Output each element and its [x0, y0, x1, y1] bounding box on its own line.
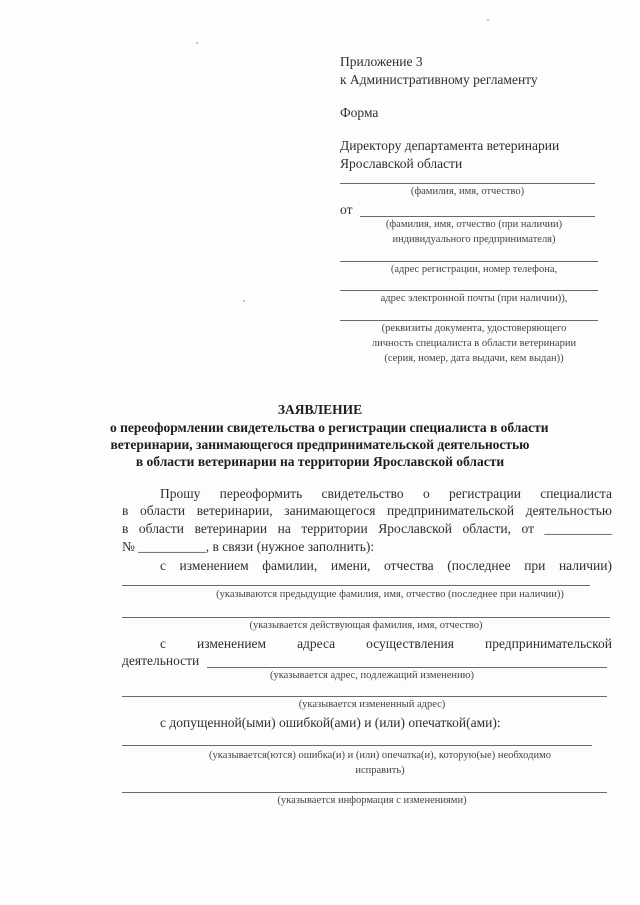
current-name-caption: (указывается действующая фамилия, имя, отчество) — [249, 620, 483, 631]
applicant-caption-1: (фамилия, имя, отчество (при наличии) — [385, 219, 563, 230]
request-line-4: № __________, в связи (нужное заполнить): — [122, 539, 375, 554]
changes-info-caption: (указывается информация с изменениями) — [277, 795, 467, 806]
fio-blank-line — [340, 183, 595, 184]
option-address-change: с изменением адреса осуществления предпринимательской — [160, 636, 612, 651]
document-caption-3: (серия, номер, дата выдачи, кем выдан)) — [384, 353, 564, 364]
addressee-line-1: Директору департамента ветеринарии — [340, 138, 560, 153]
error-blank-line — [122, 745, 592, 746]
document-caption-2: личность специалиста в области ветеринарии — [371, 338, 577, 349]
applicant-blank-line — [360, 216, 595, 217]
new-address-caption: (указывается измененный адрес) — [298, 699, 446, 710]
current-name-blank-line — [122, 617, 610, 618]
error-caption-2: исправить) — [355, 765, 405, 776]
error-caption-1: (указывается(ются) ошибка(и) и (или) опечатка(и), которую(ые) необходимо — [209, 750, 551, 761]
email-caption: адрес электронной почты (при наличии)), — [380, 293, 568, 304]
request-line-1: Прошу переоформить свидетельство о регистрации специалиста — [160, 486, 612, 501]
request-line-2: в области ветеринарии, занимающегося предпринимательской деятельностью — [122, 503, 612, 518]
statement-title-line-2: ветеринарии, занимающегося предпринимательской деятельностью — [110, 437, 530, 452]
scan-speck — [487, 19, 489, 21]
document-caption-1: (реквизиты документа, удостоверяющего — [381, 323, 567, 334]
fio-caption: (фамилия, имя, отчество) — [410, 186, 525, 197]
statement-title-line-3: в области ветеринарии на территории Ярославской области — [135, 454, 505, 469]
previous-name-caption: (указываются предыдущие фамилия, имя, отчество (последнее при наличии)) — [216, 589, 564, 600]
previous-name-blank-line — [122, 585, 590, 586]
applicant-caption-2: индивидуального предпринимателя) — [392, 234, 556, 245]
form-label: Форма — [340, 105, 379, 120]
option-name-change: с изменением фамилии, имени, отчества (последнее при наличии) — [160, 558, 612, 573]
addressee-line-2: Ярославской области — [340, 156, 463, 171]
changes-info-blank-line — [122, 792, 607, 793]
new-address-blank-line — [122, 696, 607, 697]
document-blank-line — [340, 320, 598, 321]
scan-speck — [196, 42, 198, 44]
appendix-label: Приложение 3 — [340, 54, 423, 69]
old-address-caption: (указывается адрес, подлежащий изменению) — [269, 670, 475, 681]
from-label: от — [340, 202, 353, 217]
address-blank-line — [340, 261, 598, 262]
request-line-3: в области ветеринарии на территории Ярославской области, от __________ — [122, 521, 612, 536]
email-blank-line — [340, 290, 598, 291]
scan-speck — [243, 300, 245, 302]
old-address-blank-line — [207, 667, 607, 668]
statement-heading: ЗАЯВЛЕНИЕ — [277, 402, 363, 417]
statement-title-line-1: о переоформлении свидетельства о регистрации специалиста в области — [110, 420, 549, 435]
option-address-change-cont: деятельности — [122, 653, 200, 668]
option-error-correction: с допущенной(ыми) ошибкой(ами) и (или) опечаткой(ами): — [160, 715, 501, 730]
regulation-label: к Административному регламенту — [340, 72, 538, 87]
address-caption: (адрес регистрации, номер телефона, — [390, 264, 558, 275]
